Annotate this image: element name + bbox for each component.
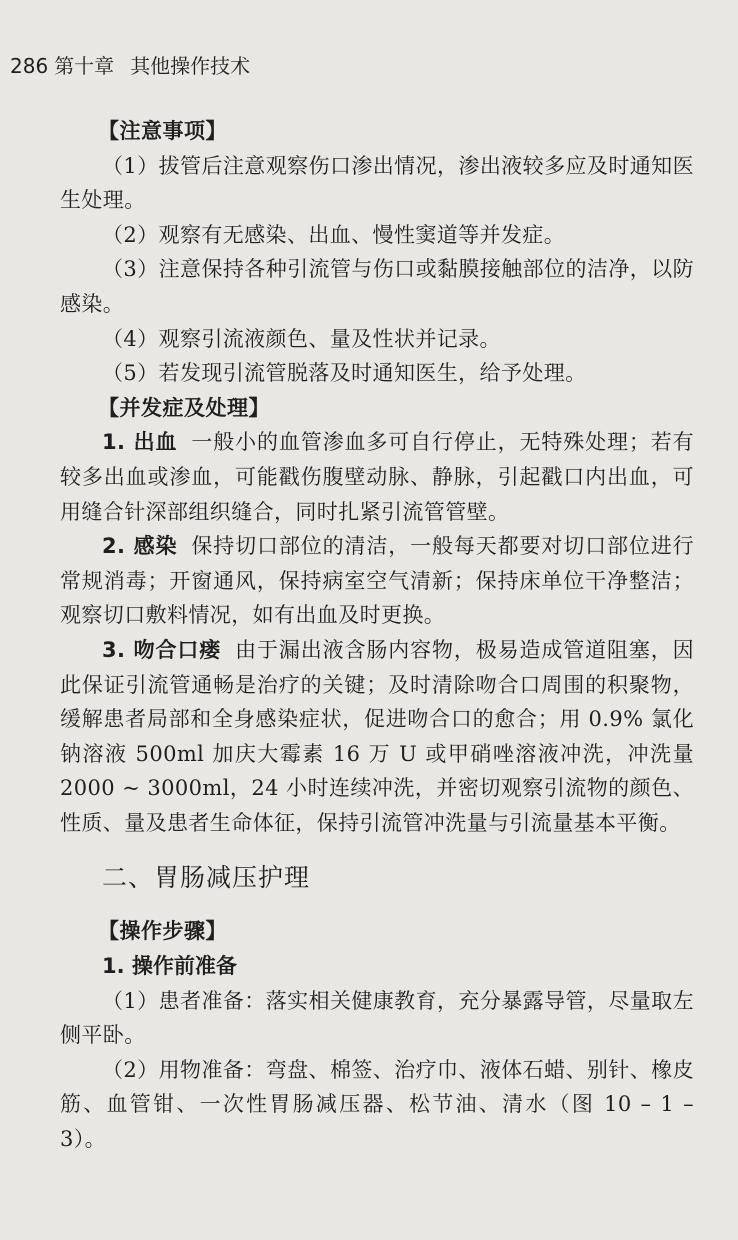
section-title: 二、胃肠减压护理 (102, 863, 311, 893)
complication-term: 3. 吻合口瘘 (102, 637, 222, 662)
complication-fistula (60, 633, 694, 841)
note-item: （4）观察引流液颜色、量及性状并记录。 (102, 326, 501, 351)
complications-heading: 【并发症及处理】 (98, 395, 270, 420)
note-item: （1）拔管后注意观察伤口渗出情况，渗出液较多应及时通知医生处理。 (60, 153, 694, 213)
complication-text: 保持切口部位的清洁，一般每天都要对切口部位进行常规消毒；开窗通风，保持病室空气清新；保持床单位干净整洁；观察切口敷料情况，如有出血及时更换。 (60, 534, 694, 628)
step1-item: （2）用物准备：弯盘、棉签、治疗巾、液体石蜡、别针、橡皮筋、血管钳、一次性胃肠减压器、松节油、清水（图 10 – 1 – 3）。 (60, 1057, 694, 1152)
note-item: （3）注意保持各种引流管与伤口或黏膜接触部位的洁净，以防感染。 (60, 257, 694, 316)
notes-heading: 【注意事项】 (98, 119, 227, 143)
complication-text: 一般小的血管渗血多可自行停止，无特殊处理；若有较多出血或渗血，可能戳伤腹壁动脉、静脉，引起戳口内出血，可用缝合针深部组织缝合，同时扎紧引流管管壁。 (60, 430, 694, 524)
complication-bleeding (60, 425, 694, 529)
page-content (60, 114, 694, 1157)
chapter-number: 第十章 (54, 54, 115, 78)
page-number: 286 (10, 54, 49, 78)
note-item: （2）观察有无感染、出血、慢性窦道等并发症。 (102, 222, 566, 247)
steps-heading: 【操作步骤】 (98, 919, 227, 944)
step1-heading: 1. 操作前准备 (102, 954, 237, 979)
complication-term: 1. 出血 (102, 430, 178, 455)
step1-item: （1）患者准备：落实相关健康教育，充分暴露导管，尽量取左侧平卧。 (60, 988, 694, 1048)
note-item: （5）若发现引流管脱落及时通知医生，给予处理。 (102, 361, 587, 386)
complication-text: 由于漏出液含肠内容物，极易造成管道阻塞，因此保证引流管通畅是治疗的关键；及时清除吻合口周围的积聚物，缓解患者局部和全身感染症状，促进吻合口的愈合；用 0.9% 氯化钠溶液 500ml 加庆大霉素 16 万 U 或甲硝唑溶液冲洗，冲洗量 2000 ~ 3000ml，24 小时连续冲洗，并密切观察引流物的颜色、性质、量及患者生命体征，保持引流管冲洗量与引流量基本平衡。 (60, 637, 694, 835)
complication-infection (60, 529, 694, 633)
chapter-title: 其他操作技术 (130, 54, 251, 78)
complication-term: 2. 感染 (102, 534, 178, 559)
running-head (10, 50, 250, 82)
